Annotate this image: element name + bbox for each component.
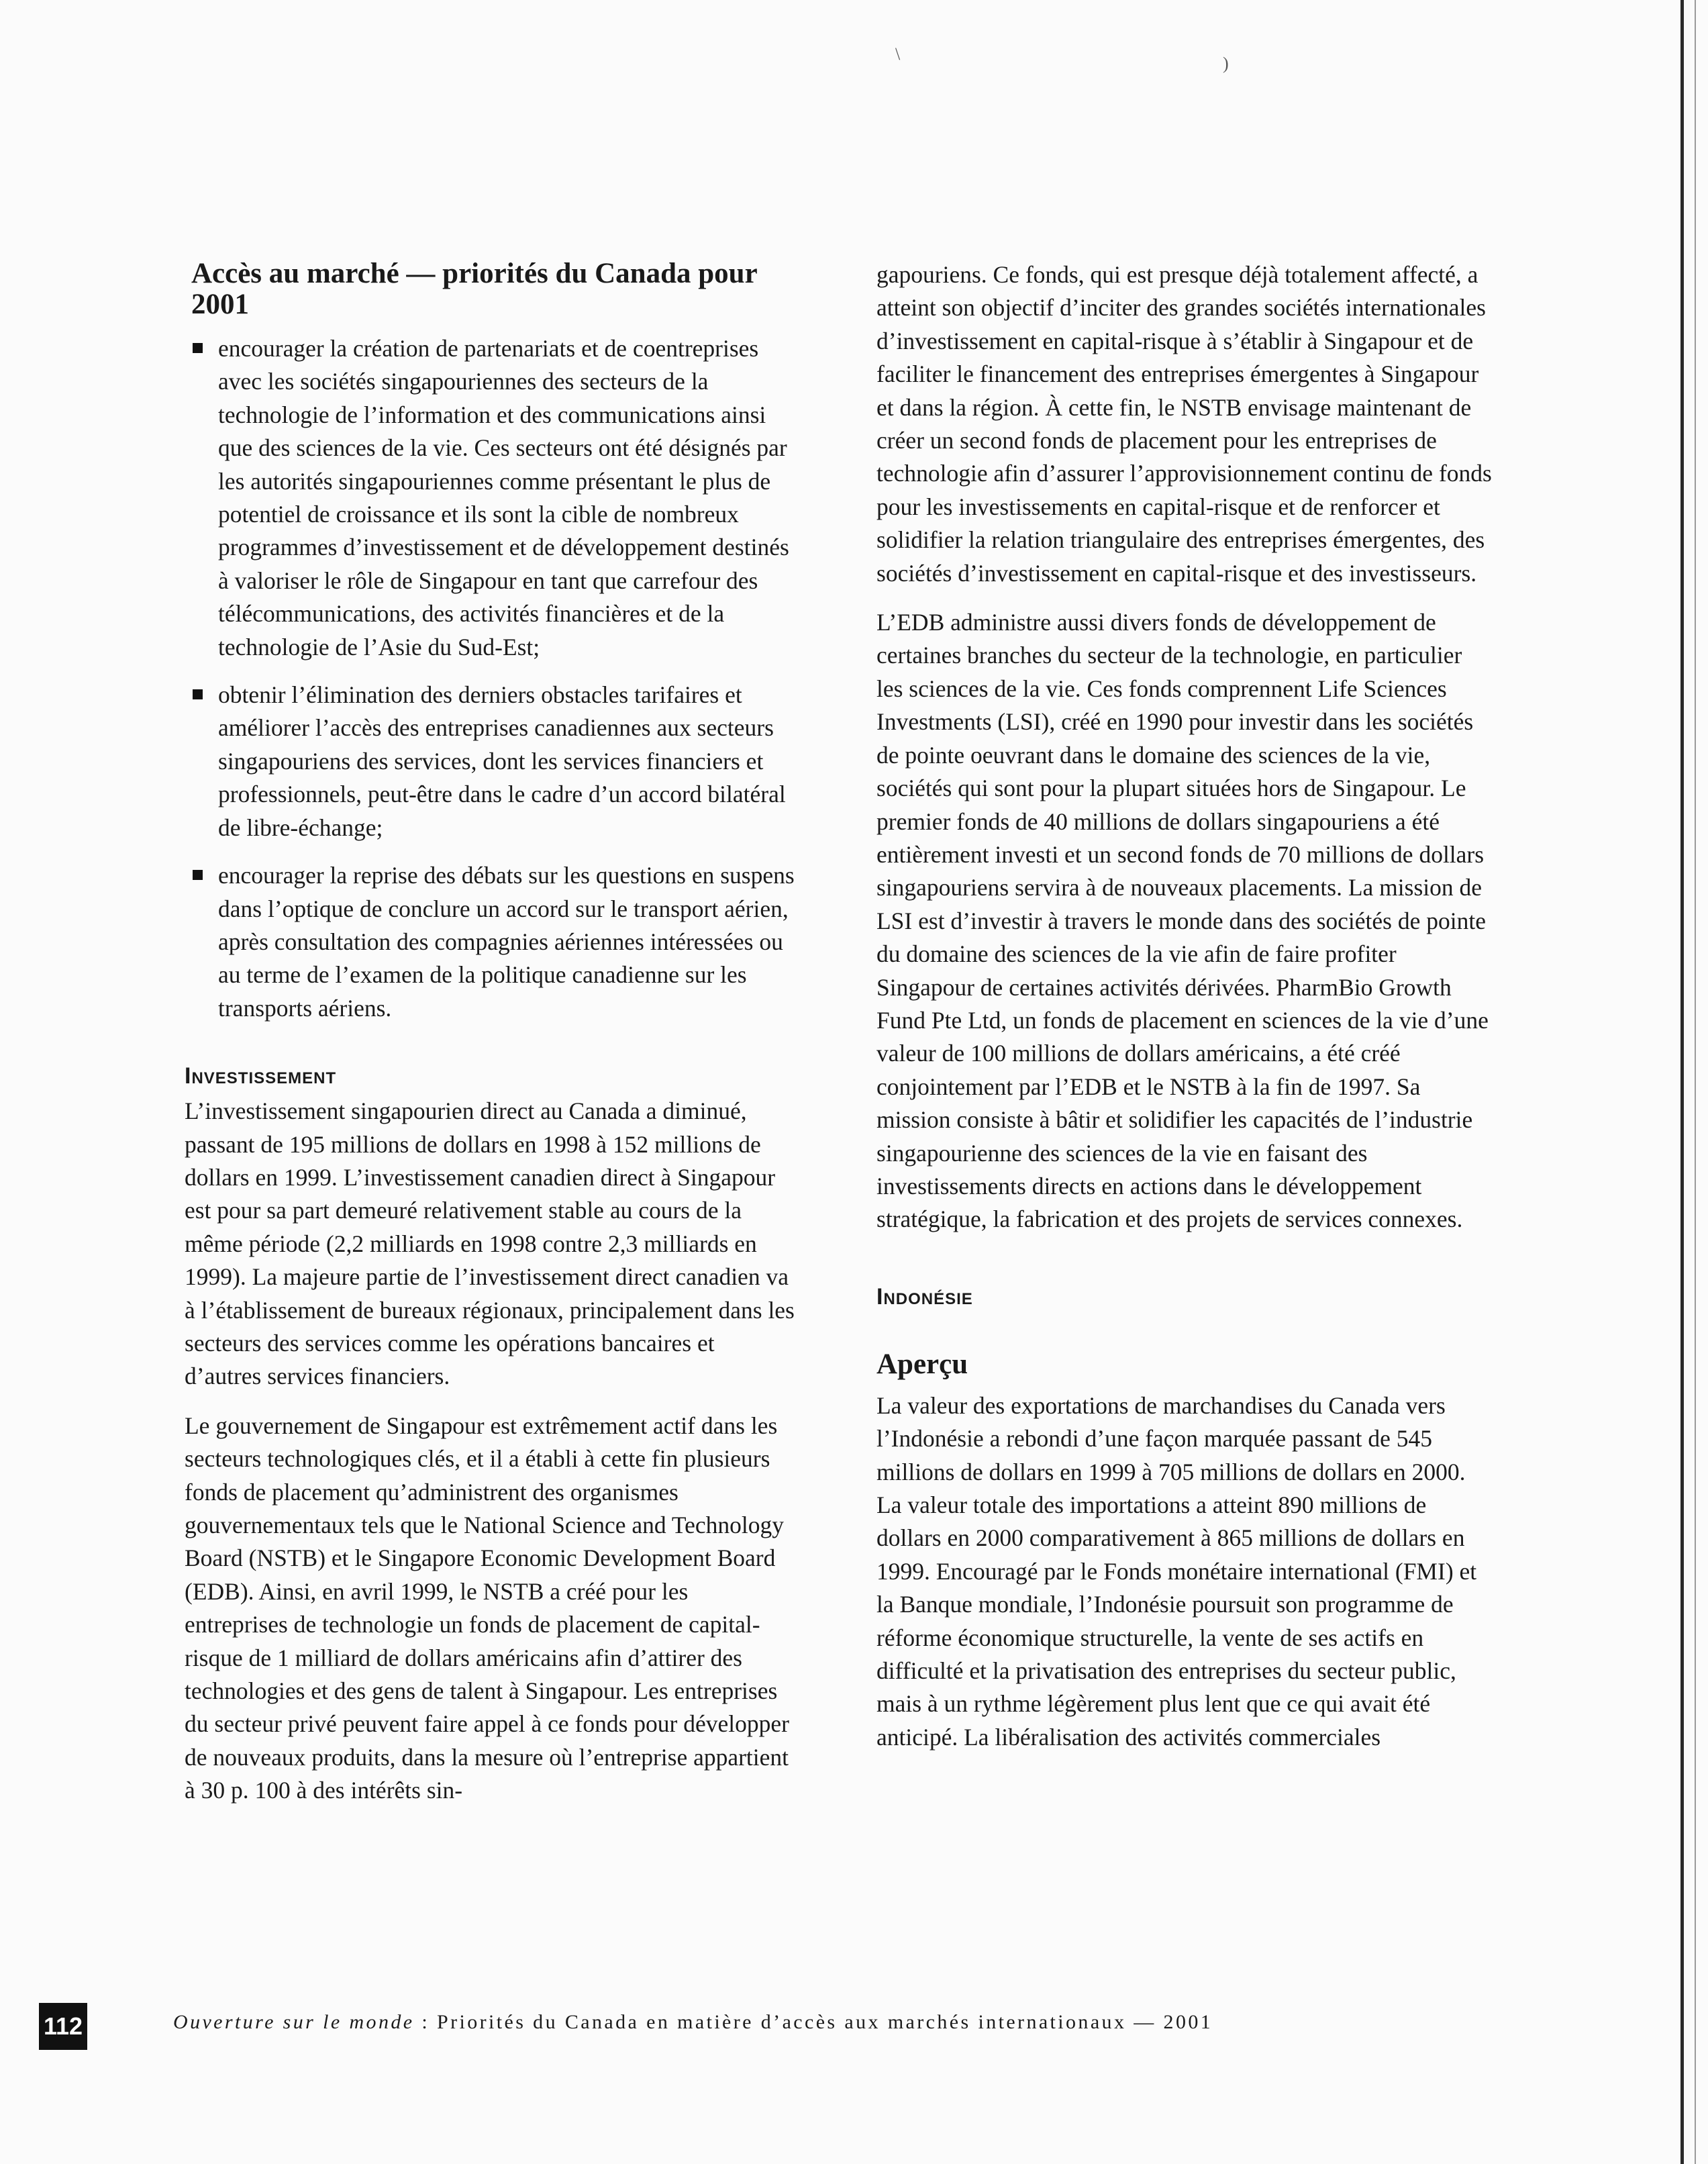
paragraph: La valeur des exportations de marchandises du Canada vers l’Indonésie a rebondi d’une façon marquée passant de 545 millions de dollars en 1999 à 705 millions de dollars en 2000. La valeur totale des importations a atteint 890 millions de dollars en 2000 comparativement à 865 millions de dollars en 1999. Encouragé par le Fonds monétaire international (FMI) et la Banque mondiale, l’Indonésie poursuit son programme de réforme économique structurelle, la vente de ses actifs en difficulté et la privatisation des entreprises du secteur public, mais à un rythme légèrement plus lent que ce qui avait été anticipé. La libéralisation des activités commerciales bbox=[876, 1391, 1477, 1751]
page-number: 112 bbox=[39, 2003, 87, 2050]
right-column bbox=[876, 258, 1494, 1770]
priority-list bbox=[185, 332, 795, 1025]
overview-subheading: Aperçu bbox=[876, 1348, 968, 1380]
square-bullet-icon bbox=[193, 870, 203, 880]
list-item-text: obtenir l’élimination des derniers obstacles tarifaires et améliorer l’accès des entreprises canadiennes aux secteurs singapouriens des services, dont les services financiers et professionnels, peut-être dans le cadre d’un accord bilatéral de libre-échange; bbox=[218, 681, 786, 841]
list-item-text: encourager la création de partenariats et de coentreprises avec les sociétés singapouriennes des secteurs de la technologie de l’information et des communications ainsi que des sciences de la vie. Ces secteurs ont été désignés par les autorités singapouriennes comme présentant le plus de potentiel de croissance et ils sont la cible de nombreux programmes d’investissement et de développement destinés à valoriser le rôle de Singapour en tant que carrefour des télécommunications, des activités financières et de la technologie de l’Asie du Sud-Est; bbox=[218, 335, 789, 660]
list-item bbox=[185, 679, 795, 844]
paragraph: L’investissement singapourien direct au Canada a diminué, passant de 195 millions de dollars en 1998 à 152 millions de dollars en 1999. L’investissement canadien direct à Singapour est pour sa part demeuré relativement stable au cours de la même période (2,2 milliards en 1998 contre 2,3 milliards en 1999). La majeure partie de l’investissement direct canadien va à l’établissement de bureaux régionaux, principalement dans les secteurs des services comme les opérations bancaires et d’autres services financiers. bbox=[185, 1097, 795, 1390]
scan-speck: ) bbox=[1223, 54, 1229, 73]
left-column bbox=[185, 258, 795, 1824]
market-access-heading: Accès au marché — priorités du Canada pour 2001 bbox=[191, 258, 757, 320]
scan-edge-line-faint bbox=[1695, 0, 1696, 2164]
publication-subtitle: : Priorités du Canada en matière d’accès aux marchés internationaux — 2001 bbox=[414, 2011, 1213, 2033]
scan-edge-line bbox=[1680, 0, 1684, 2164]
indonesia-section-heading: Indonésie bbox=[876, 1283, 973, 1310]
paragraph: gapouriens. Ce fonds, qui est presque déjà totalement affecté, a atteint son objectif d’inciter des grandes sociétés internationales d’investissement en capital-risque à s’établir à Singapour et de faciliter le financement des entreprises émergentes à Singapour et dans la région. À cette fin, le NSTB envisage maintenant de créer un second fonds de placement pour les entreprises de technologie afin d’assurer l’approvisionnement continu de fonds pour les investissements en capital-risque et de renforcer et solidifier la relation triangulaire des entreprises émergentes, des sociétés d’investissement en capital-risque et des investisseurs. bbox=[876, 261, 1492, 587]
publication-title: Ouverture sur le monde bbox=[173, 2011, 415, 2033]
square-bullet-icon bbox=[193, 343, 203, 353]
page-footer bbox=[39, 2003, 1515, 2050]
paragraph: Le gouvernement de Singapour est extrêmement actif dans les secteurs technologiques clés, et il a établi à cette fin plusieurs fonds de placement qu’administrent des organismes gouvernementaux tels que le National Science and Technology Board (NSTB) et le Singapore Economic Development Board (EDB). Ainsi, en avril 1999, le NSTB a créé pour les entreprises de technologie un fonds de placement de capital-risque de 1 milliard de dollars américains afin d’attirer des technologies et des gens de talent à Singapour. Les entreprises du secteur privé peuvent faire appel à ce fonds pour développer de nouveaux produits, dans la mesure où l’entreprise appartient à 30 p. 100 à des intérêts sin- bbox=[185, 1412, 789, 1804]
paragraph: L’EDB administre aussi divers fonds de développement de certaines branches du secteur de la technologie, en particulier les sciences de la vie. Ces fonds comprennent Life Sciences Investments (LSI), créé en 1990 pour investir dans les sociétés de pointe oeuvrant dans le domaine des sciences de la vie, sociétés qui sont pour la plupart situées hors de Singapour. Le premier fonds de 40 millions de dollars singapouriens a été entièrement investi et un second fonds de 70 millions de dollars singapouriens servira à de nouveaux placements. La mission de LSI est d’investir à travers le monde dans des sociétés de pointe du domaine des sciences de la vie afin de faire profiter Singapour de certaines activités dérivées. PharmBio Growth Fund Pte Ltd, un fonds de placement en sciences de la vie d’une valeur de 100 millions de dollars américains, a été créé conjointement par l’EDB et le NSTB à la fin de 1997. Sa mission consiste à bâtir et solidifier les capacités de l’industrie singapourienne des sciences de la vie en faisant des investissements directs en actions dans le développement stratégique, la fabrication et des projets de services connexes. bbox=[876, 609, 1489, 1233]
list-item bbox=[185, 859, 795, 1025]
square-bullet-icon bbox=[193, 689, 203, 699]
running-footer bbox=[173, 2011, 1213, 2034]
investment-section-heading: Investissement bbox=[185, 1063, 337, 1089]
scan-speck: \ bbox=[895, 44, 901, 64]
list-item-text: encourager la reprise des débats sur les questions en suspens dans l’optique de conclure un accord sur le transport aérien, après consultation des compagnies aériennes intéressées ou au terme de l’examen de la politique canadienne sur les transports aériens. bbox=[218, 862, 795, 1022]
list-item bbox=[185, 332, 795, 664]
